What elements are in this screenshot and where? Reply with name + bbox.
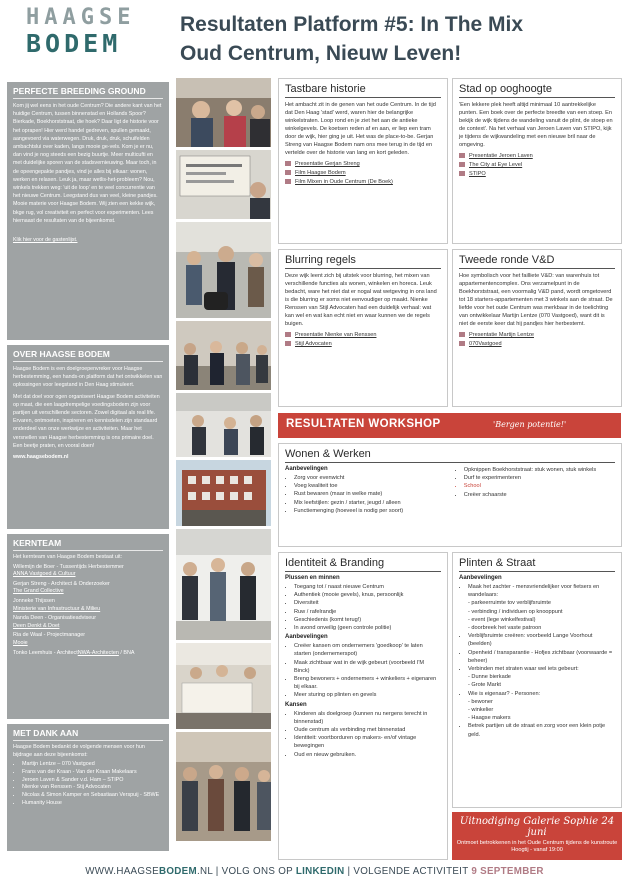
sidebar (7, 82, 169, 856)
list-item: • Maak zichtbaar wat in de wijk gebeurt (voorbeeld I'M Binck) (294, 659, 441, 675)
over-haagse-bodem-box (7, 345, 169, 529)
kernteam-heading: KERNTEAM (13, 538, 163, 551)
tweede-links (459, 331, 615, 349)
sub-item: - bewoner (468, 698, 493, 705)
sub-item: - parkeerruimte tov verblijfsruimte (468, 600, 552, 607)
over-heading: OVER HAAGSE BODEM (13, 349, 163, 362)
presentatie-martijn-link[interactable]: Presentatie Martijn Lentze (459, 331, 615, 340)
footer-text: .NL | VOLG ONS OP (196, 866, 296, 877)
list-item: • Verblijfsruimte creëren: voorbeeld Lange Voorhout (beelden) (468, 632, 615, 648)
blurring-heading: Blurring regels (285, 254, 441, 269)
tweede-heading: Tweede ronde V&D (459, 254, 615, 269)
perfecte-breeding-box (7, 82, 169, 340)
list-item: • School (464, 482, 615, 490)
sub-item: - Dunne bierkade (468, 674, 511, 681)
plinten-sub: Aanbevelingen (459, 575, 502, 581)
identiteit-list2 (285, 642, 441, 699)
plinten-list (459, 583, 615, 739)
list-item: • Maak het zachter - mensvriendelijker voor fietsers en wandelaars: - parkeerruimte tov verblijfsruimte - verbinding / individuen op knooppunt - event (lege winkelfestival) - doorbreek het vaste patroon (468, 583, 615, 632)
blurring-links (285, 331, 441, 349)
presentatie-nienke-link[interactable]: Presentatie Nienke van Renssen (285, 331, 441, 340)
tastbare-links (285, 160, 441, 187)
plinten-straat-panel (452, 552, 622, 808)
list-item: • Nienke van Renssen - Stij Advocaten (22, 784, 163, 792)
identiteit-list1 (285, 583, 441, 632)
event-photo (176, 529, 271, 640)
event-photo (176, 222, 271, 318)
film-mixen-link[interactable]: Film Mixen in Oude Centrum (De Boek) (285, 178, 441, 187)
sub-item: - verbinding / individuen op knooppunt (468, 608, 563, 615)
wonen-heading: Wonen & Werken (285, 448, 615, 463)
list-item: • Identiteit: voortborduren op makers- en/of vintage bewegingen (294, 734, 441, 750)
kernteam-member: Tonko Leemhuis - ArchitectNWA-Architecten / BNA (13, 649, 135, 656)
blurring-text: Deze wijk leent zich bij uitstek voor blurring, het mixen van verschillende functies als wonen, winkelen en horeca. Leuk bedacht, ware het niet dat er nogal wat wetgeving in ons land is die blurring er soms niet eenvoudiger op maakt. Nienke Renssen van Stijl Advocaten had een duidelijk verhaal: wat kan wel en wat kan echt niet en waar kunnen we de regels buigen. (285, 273, 437, 327)
identiteit-heading: Identiteit & Branding (285, 557, 441, 572)
list-item: • Voeg kwaliteit toe (294, 482, 455, 490)
film-haagse-bodem-link[interactable]: Film Haagse Bodem (285, 169, 441, 178)
list-item: • In avond onveilig (geen controle politie) (294, 624, 441, 632)
member-link[interactable]: The Grand Collective (13, 588, 64, 595)
wonen-sub: Aanbevelingen (285, 466, 328, 472)
stipo-link[interactable]: STIPO (459, 170, 615, 179)
page-title (180, 10, 620, 68)
kernteam-member: Willemijn de Boer - Tussentijds Herbestemmer ANNA Vastgoed & Cultuur (13, 564, 163, 579)
list-item: • Durf te experimenteren (464, 474, 615, 482)
presentatie-jeroen-link[interactable]: Presentatie Jeroen Laven (459, 152, 615, 161)
perfecte-text: Kom jij wel eens in het oude Centrum? Die andere kant van het huidige Centrum, tussen binnenstad en Hollands Spoor? Bierkade, Boekhorststraat, die hoek? Daar ligt de historie voor het oprapen! Hier werd handel gedreven, spullen gemaakt, aangevoerd via waterwegen. Druk, druk, druk, schuifelden ambachtslui over kaden, langs mooie ge-vels. Kom je er nu, dan vind je nog steeds een bezig buurtje. Meer multicufti en met duidelijke sporen van de stadsvernieuwing. Maar toch, in de opeengepakte pandjes, vind je alles bij elkaar: wonen, werken en relaxen. Leuk ja, maar wetlis-het-probleem? Nou, winkels trekken weg: 'uit de loop' en te veel concurrentie van het nieuwe Centrum. Leegstand dus van veel, kleine pandjes. Mooie materie voor Haagse Bodem. Wij zien een kekke wijk, bkge rug, vol creativiteit en perfect voor experimenten. Lees hiernaast de resultaten van de bijeenkomst. (13, 103, 162, 224)
list-item: • Creëer schaarste (464, 491, 615, 499)
kernteam-member: Gerjan Streng - Architect & Onderzoeker The Grand Collective (13, 581, 163, 596)
member-link[interactable]: Ministerie van Infrastructuur & Milieu (13, 605, 101, 612)
identiteit-sub2: Aanbevelingen (285, 634, 328, 641)
list-item: • Oud en nieuw gebruiken. (294, 751, 441, 759)
dank-intro: Haagse Bodem bedankt de volgende mensen voor hun bijdrage aan deze bijeenkomst: (13, 744, 145, 758)
list-item: • Opknippen Boekhorststraat: stuk wonen, stuk winkels (464, 466, 615, 474)
kernteam-member: Nanda Deen - Organisatieadviseur Deen Denkt & Doet (13, 615, 163, 630)
list-item: • Functiemenging (hoeveel is nodig per soort) (294, 507, 455, 515)
uitnodiging-box[interactable] (452, 812, 622, 860)
tastbare-text: Het ambacht zit in de genen van het oude Centrum. In de tijd dat Den Haag 'stad' werd, waren hier de belangrijke winkelstraten. Loop rond en je ziet het aan de antieke winkelgevels. De koetsen reden af en aan, er liep een tram door de wijk, hier ging je uit. Het was de place-to-be. Gerjan Streng van Haagse Bodem nam ons mee terug in de tijd en vertelde over de historie van lang en kort geleden. (285, 102, 436, 156)
resultaten-workshop-bar (278, 413, 621, 438)
wonen-werken-panel (278, 443, 622, 547)
next-date: 9 SEPTEMBER (471, 866, 544, 877)
event-photo (176, 78, 271, 147)
list-item: • Rust bewaren (maar in welke mate) (294, 490, 455, 498)
member-link[interactable]: NWA-Architecten (77, 649, 119, 656)
haagse-bodem-logo (26, 6, 138, 58)
tweede-ronde-panel (452, 249, 622, 407)
list-item: • Creëer kansen om ondernemers 'goedkoop' te laten starten (ondernemerspot) (294, 642, 441, 658)
workshop-subtitle: 'Bergen potentie!' (493, 420, 567, 429)
workshop-title: RESULTATEN WORKSHOP (286, 418, 441, 430)
list-item: • Diversiteit (294, 599, 441, 607)
identiteit-sub1: Plussen en minnen (285, 575, 340, 581)
identiteit-sub3: Kansen (285, 701, 307, 708)
list-item: • Meer sturing op plinten en gevels (294, 691, 441, 699)
building-photo (176, 460, 271, 526)
list-item: • Openheid / transparantie - Hofjes zichtbaar (voorwaarde = beheer) (468, 649, 615, 665)
tweede-text: Hoe symbolisch voor het failliete V&D: van warenhuis tot appartementencomplex. Ons verzamelpunt in de Boekhorststraat, een voormalig V&D pand, wordt omgetoverd tot 18 starters-appartementen met 3 winkels aan de straat. De liefde voor het oude Centrum was merkbaar in de toelichting van ontwikkelaar Martijn Lentze (070 Vastgoed), want dit is niet de eerste keer dat hij pandjes hier herbestemt. (459, 273, 613, 327)
vastgoed-link[interactable]: 070Vastgoed (459, 340, 615, 349)
list-item: • Authentiek (mooie gevels), knus, persoonlijk (294, 591, 441, 599)
list-item: • Frans van der Kraan - Van der Kraan Makelaars (22, 769, 163, 777)
footer (0, 866, 629, 886)
website-url[interactable]: www.haagsebodem.nl (13, 454, 69, 461)
over-p1: Haagse Bodem is een doelgroepenvreker voor Haagse herbestemming, een hands-on platform dat het ontwikkelen van oplossingen voor leegstand in Den Haag stimuleert. (13, 366, 163, 389)
list-item: • Ruw / rafelrandje (294, 608, 441, 616)
list-item: • Betrek partijen uit de straat en zorg voor een klein potje geld. (468, 722, 615, 738)
perfecte-heading: PERFECTE BREEDING GROUND (13, 86, 163, 99)
event-photo (176, 321, 271, 390)
event-title: Uitnodiging Galerie Sophie 24 juni (459, 816, 615, 838)
list-item: • Humanity House (22, 800, 163, 808)
list-item: • Toegang tot / naast nieuwe Centrum (294, 583, 441, 591)
linkedin-link[interactable]: LINKEDIN (295, 866, 345, 877)
presentatie-gerjan-link[interactable]: Presentatie Gerjan Streng (285, 160, 441, 169)
stad-heading: Stad op ooghoogte (459, 83, 615, 98)
dank-list (13, 761, 163, 807)
city-eye-level-link[interactable]: The City at Eye Level (459, 161, 615, 170)
dank-heading: MET DANK AAN (13, 728, 163, 741)
sub-item: - Grote Markt (468, 682, 501, 689)
member-link[interactable]: Mooie (13, 639, 28, 646)
stad-links (459, 152, 615, 179)
wonen-list-left (285, 474, 455, 515)
member-link[interactable]: Deen Denkt & Doet (13, 622, 60, 629)
sub-item: - Haagse makers (468, 715, 511, 722)
stad-op-ooghoogte-panel (452, 78, 622, 244)
identiteit-branding-panel (278, 552, 448, 860)
footer-url-a[interactable]: WWW.HAAGSE (85, 866, 159, 877)
list-item: • Geschiedenis (komt terug!) (294, 616, 441, 624)
kernteam-member: Jonneke Thijssen Ministerie van Infrastructuur & Milieu (13, 598, 163, 613)
list-item: • Mix leefstijlen: gezin / starter, jeugd / alleen (294, 499, 455, 507)
sub-item: - doorbreek het vaste patroon (468, 625, 542, 632)
sub-item: - winkelier (468, 707, 494, 714)
photo-column (176, 78, 271, 844)
met-dank-aan-box (7, 724, 169, 851)
gastenlijst-link[interactable]: Klik hier voor de gastenlijst. (13, 237, 78, 244)
title-line1: Resultaten Platform #5: In The Mix (180, 13, 524, 36)
footer-next: | VOLGENDE ACTIVITEIT (344, 866, 472, 877)
list-item: • Jeroen Laven & Sander v.d. Ham – STIPO (22, 777, 163, 785)
kernteam-member: Ria de Waal - Projectmanager Mooie (13, 632, 163, 647)
wonen-list-right (455, 466, 615, 515)
list-item: • Martijn Lentze – 070 Vastgoed (22, 761, 163, 769)
event-text: Ontmoet betrokkenen in het Oude Centrum tijdens de kunstroute Hoogtij - vanaf 19:00 (456, 840, 618, 854)
sub-item: - event (lege winkelfestival) (468, 616, 536, 623)
logo-line2: BODEM (26, 29, 122, 58)
list-item: • Oude centrum als verbinding met binnenstad (294, 726, 441, 734)
identiteit-list3 (285, 710, 441, 759)
plinten-heading: Plinten & Straat (459, 557, 615, 572)
event-photo (176, 732, 271, 841)
stad-text: 'Een lekkere plek heeft altijd minimaal 10 aantrekkelijke punten. Een boek over de perfecte breedte van een stoep. En bekijk de wijk tijdens de wandeling vanuit de plint, de stoep en de context'. Na het verhaal van Jeroen Laven van STIPO, kijk je tijdens de wijkwandeling met een nieuwe bril naar de omgeving. (459, 102, 613, 148)
list-item: • Verbinden met straten waar wel iets gebeurt: - Dunne bierkade - Grote Markt (468, 665, 615, 690)
member-link[interactable]: ANNA Vastgoed & Cultuur (13, 571, 76, 578)
list-item: • Nicolas & Simon Kamper en Sebastiaan Verspuij - SBWE (22, 792, 163, 800)
event-photo (176, 393, 271, 457)
stijl-advocaten-link[interactable]: Stijl Advocaten (285, 340, 441, 349)
logo-line1: HAAGSE (26, 5, 136, 30)
title-line2: Oud Centrum, Nieuw Leven! (180, 42, 462, 65)
list-item: • Breng bewoners + ondernemers + winkeliers + eigenaren bij elkaar. (294, 675, 441, 691)
footer-url-b[interactable]: BODEM (158, 866, 197, 877)
list-item: • Wie is eigenaar? - Personen: - bewoner - winkelier - Haagse makers (468, 690, 615, 723)
blurring-regels-panel (278, 249, 448, 407)
event-photo (176, 643, 271, 729)
kernteam-box (7, 534, 169, 719)
kernteam-intro: Het kernteam van Haagse Bodem bestaat uit: (13, 554, 123, 560)
over-p2: Met dat doel voor ogen organiseert Haagse Bodem activiteiten op maat, die een laagdrempelige voedingsbodem zijn voor partijen uit verschillende sectoren. Zowel digitaal als real life. Ervaren, ontmoeten, inspireren en kennisdelen zijn standaard onderdeel van onze werkwijze en activiteiten. Maar het versnellen van Haagse herbestemming is ons primaire doel. Een beetje praten, en vooral doen! (13, 393, 160, 449)
list-item: • Kinderen als doelgroep (kunnen nu nergens terecht in binnenstad) (294, 710, 441, 726)
list-item: • Zorg voor evenwicht (294, 474, 455, 482)
tastbare-historie-panel (278, 78, 448, 244)
tastbare-heading: Tastbare historie (285, 83, 441, 98)
event-photo (176, 150, 271, 219)
